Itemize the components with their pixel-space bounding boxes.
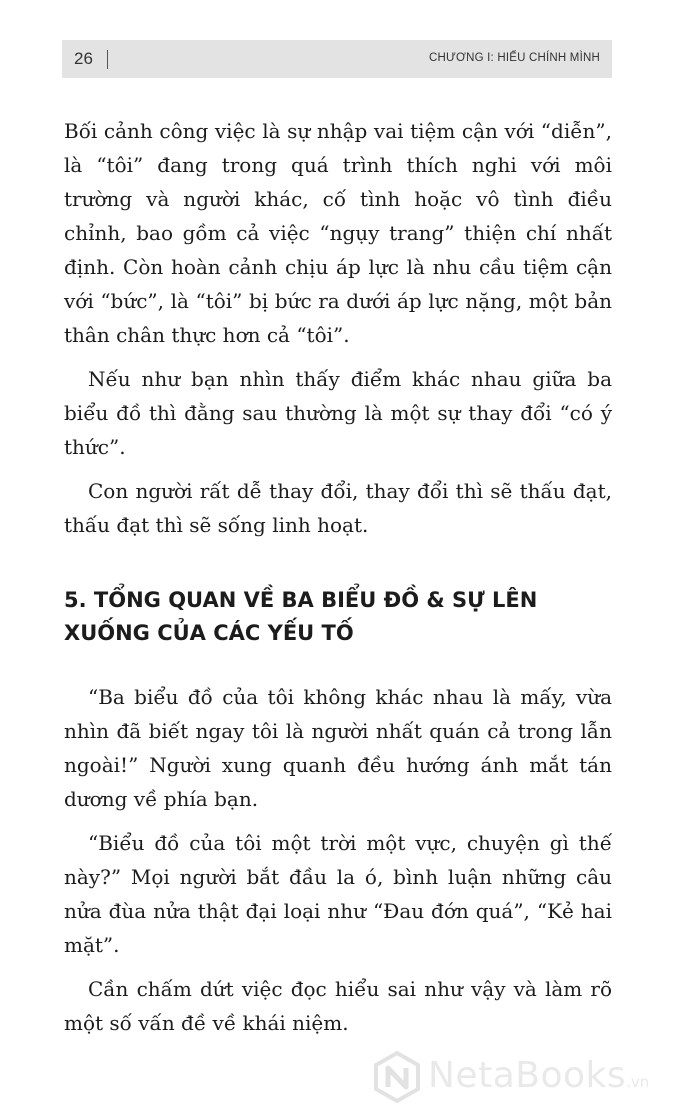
header-divider <box>107 50 108 69</box>
page-body <box>64 114 612 1050</box>
netabooks-watermark <box>370 1048 690 1108</box>
watermark-text <box>428 1054 649 1104</box>
netabooks-logo-icon <box>370 1050 424 1104</box>
page-number: 26 <box>74 49 93 68</box>
running-header <box>62 40 612 78</box>
body-paragraph: Con người rất dễ thay đổi, thay đổi thì sẽ thấu đạt, thấu đạt thì sẽ sống linh hoạt. <box>64 479 612 537</box>
watermark-suffix: .vn <box>626 1073 650 1091</box>
body-paragraph: Nếu như bạn nhìn thấy điểm khác nhau giữa ba biểu đồ thì đằng sau thường là một sự thay đổi “có ý thức”. <box>64 367 612 459</box>
body-paragraph: “Ba biểu đồ của tôi không khác nhau là mấy, vừa nhìn đã biết ngay tôi là người nhất quán cả trong lẫn ngoài!” Người xung quanh đều hướng ánh mắt tán dương về phía bạn. <box>64 685 612 811</box>
chapter-title: CHƯƠNG I: HIỂU CHÍNH MÌNH <box>429 52 600 64</box>
body-paragraph: Cần chấm dứt việc đọc hiểu sai như vậy và làm rõ một số vấn đề về khái niệm. <box>64 977 612 1035</box>
section-heading: 5. TỔNG QUAN VỀ BA BIỂU ĐỒ & SỰ LÊN XUỐNG CỦA CÁC YẾU TỐ <box>64 588 538 645</box>
body-paragraph: Bối cảnh công việc là sự nhập vai tiệm cận với “diễn”, là “tôi” đang trong quá trình thích nghi với môi trường và người khác, cố tình hoặc vô tình điều chỉnh, bao gồm cả việc “ngụy trang” thiện chí nhất định. Còn hoàn cảnh chịu áp lực là nhu cầu tiệm cận với “bức”, là “tôi” bị bức ra dưới áp lực nặng, một bản thân chân thực hơn cả “tôi”. <box>64 119 612 347</box>
body-paragraph: “Biểu đồ của tôi một trời một vực, chuyện gì thế này?” Mọi người bắt đầu la ó, bình luận những câu nửa đùa nửa thật đại loại như “Đau đớn quá”, “Kẻ hai mặt”. <box>64 831 612 957</box>
watermark-brand: NetaBooks <box>428 1055 627 1096</box>
